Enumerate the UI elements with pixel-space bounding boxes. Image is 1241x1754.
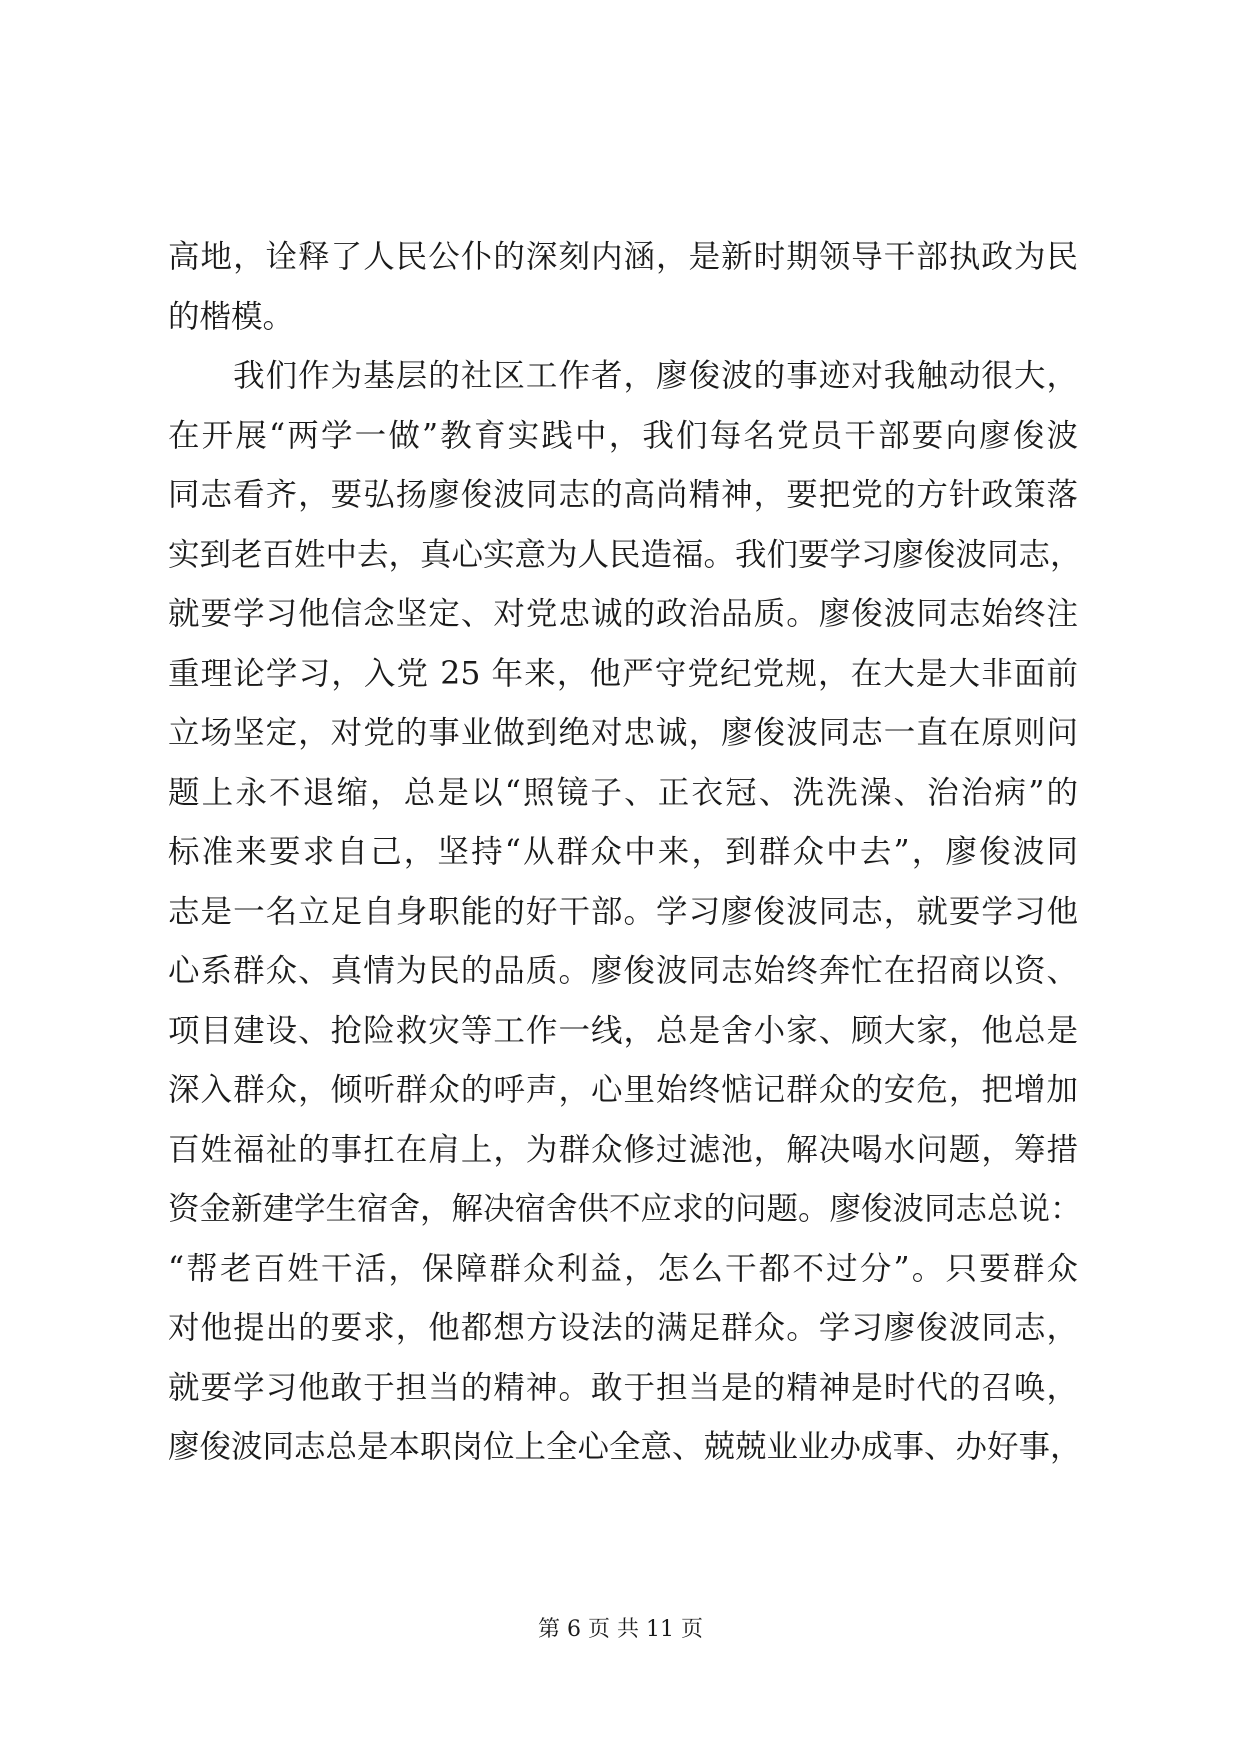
text-line: 在开展“两学一做”教育实践中，我们每名党员干部要向廖俊波 bbox=[168, 417, 1078, 454]
text-line: 高地，诠释了人民公仆的深刻内涵，是新时期领导干部执政为民 bbox=[168, 239, 1078, 275]
text-line: 资金新建学生宿舍，解决宿舍供不应求的问题。廖俊波同志总说： bbox=[168, 1191, 1082, 1227]
text-line: 标准来要求自己，坚持“从群众中来，到群众中去”，廖俊波同 bbox=[168, 834, 1078, 870]
text-line: 深入群众，倾听群众的呼声，心里始终惦记群众的安危，把增加 bbox=[168, 1072, 1078, 1108]
text-line: 就要学习他敢于担当的精神。敢于担当是的精神是时代的召唤， bbox=[168, 1369, 1078, 1406]
text-line: 心系群众、真情为民的品质。廖俊波同志始终奔忙在招商以资、 bbox=[168, 953, 1078, 989]
text-line: 百姓福祉的事扛在肩上，为群众修过滤池，解决喝水问题，筹措 bbox=[168, 1131, 1078, 1168]
text-line: 项目建设、抢险救灾等工作一线，总是舍小家、顾大家，他总是 bbox=[168, 1012, 1078, 1049]
text-line: 立场坚定，对党的事业做到绝对忠诚，廖俊波同志一直在原则问 bbox=[168, 715, 1078, 751]
text-line: 的楷模。 bbox=[168, 298, 295, 335]
text-line: 重理论学习，入党 25 年来，他严守党纪党规，在大是大非面前 bbox=[168, 655, 1078, 692]
text-line: 志是一名立足自身职能的好干部。学习廖俊波同志，就要学习他 bbox=[168, 893, 1078, 930]
text-line: 实到老百姓中去，真心实意为人民造福。我们要学习廖俊波同志， bbox=[168, 536, 1082, 573]
text-line: “帮老百姓干活，保障群众利益，怎么干都不过分”。只要群众 bbox=[168, 1250, 1078, 1287]
text-line: 对他提出的要求，他都想方设法的满足群众。学习廖俊波同志， bbox=[168, 1310, 1078, 1346]
text-line: 同志看齐，要弘扬廖俊波同志的高尚精神，要把党的方针政策落 bbox=[168, 477, 1078, 513]
text-line: 我们作为基层的社区工作者，廖俊波的事迹对我触动很大， bbox=[168, 358, 1078, 394]
text-line: 廖俊波同志总是本职岗位上全心全意、兢兢业业办成事、办好事， bbox=[168, 1429, 1082, 1465]
page-number-footer: 第 6 页 共 11 页 bbox=[538, 1617, 703, 1642]
text-line: 就要学习他信念坚定、对党忠诚的政治品质。廖俊波同志始终注 bbox=[168, 596, 1078, 632]
body-text bbox=[168, 228, 1082, 1478]
text-line: 题上永不退缩，总是以“照镜子、正衣冠、洗洗澡、治治病”的 bbox=[168, 774, 1078, 811]
